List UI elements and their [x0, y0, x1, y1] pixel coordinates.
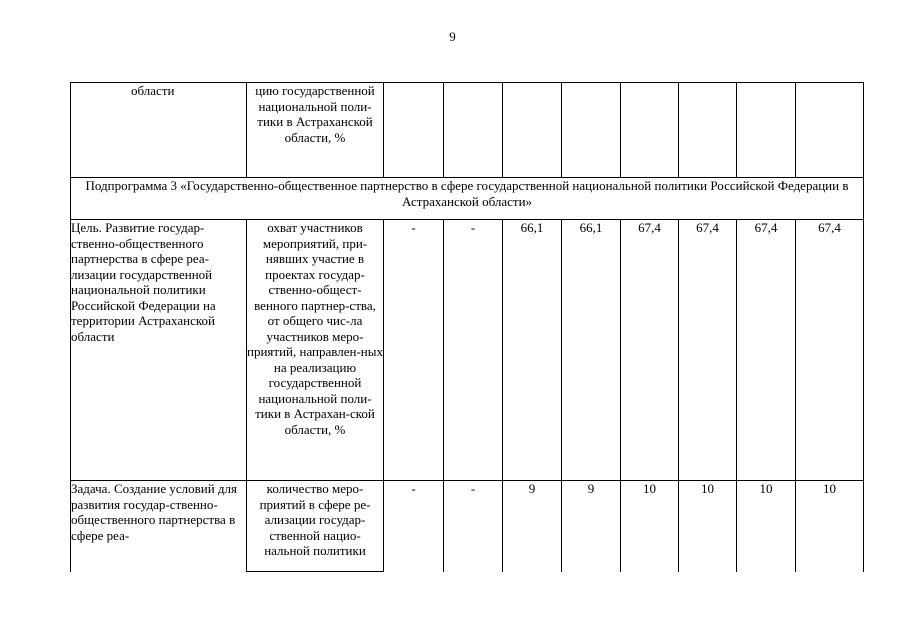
indicator-cell: охват участников мероприятий, при-нявших участие в проектах государ-ственно-общест-венного партнер-ства, от общего чис-ла участников меро-приятий, направлен-ных на реализацию государственной национальной поли-тики в Астрахан-ской области, %	[247, 220, 384, 481]
indicator-cell: цию государственной национальной поли-тики в Астраханской области, %	[247, 83, 384, 178]
value-cell: 67,4	[679, 220, 737, 481]
value-cell: 10	[796, 481, 864, 572]
value-cell	[562, 83, 621, 178]
indicators-table	[70, 82, 864, 572]
value-cell: -	[384, 481, 444, 572]
value-cell: 67,4	[621, 220, 679, 481]
value-cell	[503, 83, 562, 178]
value-cell: 67,4	[737, 220, 796, 481]
table-row-task	[71, 481, 864, 572]
value-cell: 66,1	[503, 220, 562, 481]
page-number: 9	[449, 29, 456, 44]
value-cell: 10	[737, 481, 796, 572]
value-cell: 67,4	[796, 220, 864, 481]
subprogram-title: Подпрограмма 3 «Государственно-общественное партнерство в сфере государственной национальной политики Российской Федерации в Астраханской области»	[71, 178, 864, 220]
value-cell	[679, 83, 737, 178]
value-cell	[621, 83, 679, 178]
value-cell: -	[444, 481, 503, 572]
indicator-cell: количество меро-приятий в сфере ре-ализации государ-ственной нацио-нальной политики	[247, 481, 384, 572]
goal-cell: Задача. Создание условий для развития государ-ственно-общественного партнерства в сфере реа-	[71, 481, 247, 572]
table-row-goal	[71, 220, 864, 481]
goal-cell: области	[71, 83, 247, 178]
table-row-continuation	[71, 83, 864, 178]
table-row-subprogram	[71, 178, 864, 220]
value-cell: 66,1	[562, 220, 621, 481]
value-cell: -	[384, 220, 444, 481]
value-cell	[796, 83, 864, 178]
value-cell: 9	[562, 481, 621, 572]
goal-cell: Цель. Развитие государ-ственно-общественного партнерства в сфере реа-лизации государственной национальной политики Российской Федерации на территории Астраханской области	[71, 220, 247, 481]
value-cell: 9	[503, 481, 562, 572]
value-cell	[444, 83, 503, 178]
value-cell: -	[444, 220, 503, 481]
value-cell	[384, 83, 444, 178]
value-cell	[737, 83, 796, 178]
value-cell: 10	[621, 481, 679, 572]
value-cell: 10	[679, 481, 737, 572]
